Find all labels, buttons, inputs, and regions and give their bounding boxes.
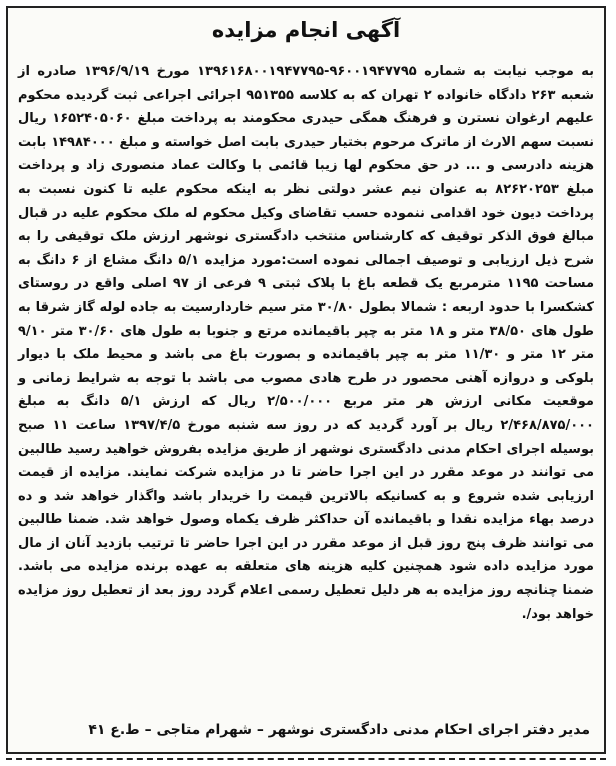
notice-frame — [6, 6, 606, 754]
notice-footer: مدیر دفتر اجرای احکام مدنی دادگستری نوشهر – شهرام متاجی – ط.ع ۴۱ — [88, 722, 590, 738]
bottom-dashed-rule — [6, 758, 606, 760]
notice-body: به موجب نیابت به شماره ۹۶۰۰۱۹۴۷۷۹۵-۱۳۹۶۱۶۸۰۰۱۹۴۷۷۹۵ مورخ ۱۳۹۶/۹/۱۹ صادره از شعبه ۲۶۳ دادگاه خانواده ۲ تهران که به کلاسه ۹۵۱۳۵۵ اجرائی اجراعی ثبت گردیده محکوم علیهم ارغوان نسترن و فرهنگ همگی حیدری محکومند به پرداخت مبلغ ۱۶۵۲۴۰۵۰۶۰ ریال نسبت سهم الارث از ماترک مرحوم بختیار حیدری بابت اصل خواسته و مبلغ ۱۴۹۸۴۰۰۰ بابت هزینه دادرسی و ... در حق محکوم لها زیبا قائمی با وکالت عماد منصوری زاد و پرداخت مبلغ ۸۲۶۲۰۲۵۳ به عنوان نیم عشر دولتی نظر به اینکه محکوم علیه تا کنون نسبت به پرداخت دیون خود اقدامی ننموده حسب تقاضای وکیل محکوم له ملک محکوم علیه در قبال مبالغ فوق الذکر توقیف که کارشناس منتخب دادگستری نوشهر ارزش ملک توقیفی را به شرح ذیل ارزیابی و توصیف اجمالی نموده است:مورد مزایده ۵/۱ دانگ مشاع از ۶ دانگ به مساحت ۱۱۹۵ مترمربع یک قطعه باغ با پلاک ثبتی ۹ فرعی از ۹۷ اصلی واقع در روستای کشکسرا با حدود اربعه : شمالا بطول ۳۰/۸۰ متر سیم خاردارسیت به جاده لوله گاز شرقا به طول های ۳۸/۵۰ متر و ۱۸ متر به چپر باقیمانده مرتع و جنوبا به طول های ۳۰/۶۰ متر ۹/۱۰ متر ۱۲ متر و ۱۱/۳۰ متر به چپر باقیمانده و بصورت باغ می باشد و محیط ملک با دیوار بلوکی و دروازه آهنی محصور در طرح هادی مصوب می باشد با توجه به شرایط زمانی و موقعیت مکانی ارزش هر متر مربع ۲/۵۰۰/۰۰۰ ریال که ارزش ۵/۱ دانگ به مبلغ ۲/۴۶۸/۸۷۵/۰۰۰ ریال بر آورد گردید که در روز سه شنبه مورخ ۱۳۹۷/۴/۵ ساعت ۱۱ صبح بوسیله اجرای احکام مدنی دادگستری نوشهر از طریق مزایده بفروش خواهید رسید طالبین می توانند در موعد مقرر در این اجرا حاضر تا در مزایده شرکت نمایند. مزایده از قیمت ارزیابی شده شروع و به کسانیکه بالاترین قیمت را خریدار باشد واگذار خواهد شد و ده درصد بهاء مزایده نقدا و باقیمانده آن حداکثر ظرف یکماه وصول خواهد شد. ضمنا طالبین می توانند ظرف پنج روز قبل از موعد مقرر در این اجرا حاضر تا ترتیب بازدید آنان از مال مورد مزایده داده شود همچنین کلیه هزینه های متعلقه به عهده برنده مزایده می باشد. ضمنا چنانچه روز مزایده به هر دلیل تعطیل رسمی اعلام گردد روز بعد از تعطیل روز مزایده خواهد بود/. — [18, 64, 595, 622]
notice-title: آگهی انجام مزایده — [211, 18, 401, 42]
